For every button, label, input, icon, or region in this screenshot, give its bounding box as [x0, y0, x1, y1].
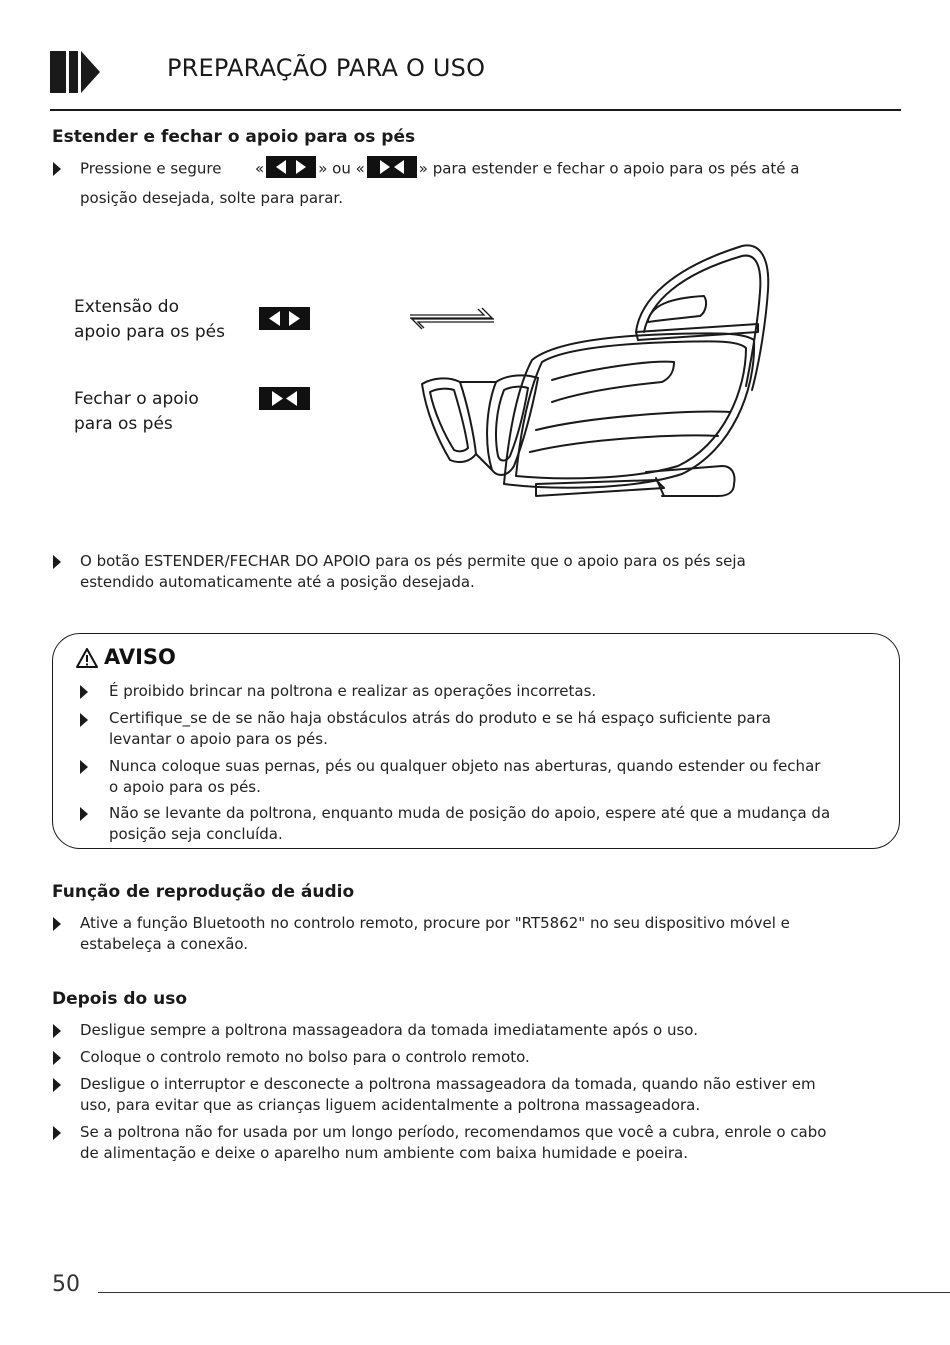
audio-instruction-line2: estabeleça a conexão.	[80, 935, 249, 953]
figure-label-close-line1: Fechar o apoio	[74, 389, 199, 409]
bullet-icon	[80, 713, 88, 727]
bullet-icon	[53, 555, 61, 569]
after-use-item-text: Desligue o interruptor e desconecte a poltrona massageadora da tomada, quando não estiver em	[80, 1075, 816, 1093]
section-heading-after-use: Depois do uso	[52, 989, 188, 1009]
bullet-icon	[80, 807, 88, 821]
bullet-icon	[80, 760, 88, 774]
after-use-item	[80, 1047, 530, 1068]
after-use-item-text: de alimentação e deixe o aparelho num ambiente com baixa humidade e poeira.	[80, 1144, 688, 1162]
bullet-icon	[53, 917, 61, 931]
figure-close-button-icon	[259, 387, 310, 410]
page-number: 50	[52, 1272, 80, 1297]
bullet-icon	[53, 1126, 61, 1140]
figure-label-close-line2: para os pés	[74, 414, 173, 434]
warning-item-text: Certifique_se de se não haja obstáculos atrás do produto e se há espaço suficiente para	[109, 709, 771, 727]
instruction-text-mid: » ou «	[318, 159, 365, 178]
warning-item	[109, 681, 596, 702]
audio-instruction	[80, 913, 790, 955]
after-use-item	[80, 1074, 816, 1116]
warning-title: AVISO	[104, 645, 176, 669]
bullet-icon	[53, 162, 61, 176]
footrest-instruction	[80, 158, 799, 180]
bullet-icon	[53, 1024, 61, 1038]
footer-divider	[98, 1292, 950, 1293]
after-use-item	[80, 1122, 826, 1164]
quote-open: «	[255, 159, 265, 178]
after-use-item-text: uso, para evitar que as crianças liguem acidentalmente a poltrona massageadora.	[80, 1096, 701, 1114]
warning-item-text: levantar o apoio para os pés.	[109, 730, 328, 748]
after-use-item-text: Desligue sempre a poltrona massageadora da tomada imediatamente após o uso.	[80, 1021, 698, 1039]
figure-label-extend-line1: Extensão do	[74, 297, 179, 317]
instruction-text-start: Pressione e segure	[80, 159, 222, 178]
section-heading-footrest: Estender e fechar o apoio para os pés	[52, 127, 416, 147]
after-use-item-text: Coloque o controlo remoto no bolso para o controlo remoto.	[80, 1048, 530, 1066]
after-use-item-text: Se a poltrona não for usada por um longo período, recomendamos que você a cubra, enrole o cabo	[80, 1123, 827, 1141]
close-button-icon	[367, 156, 417, 178]
warning-item-text: o apoio para os pés.	[109, 778, 261, 796]
footrest-note	[80, 551, 746, 593]
massage-chair-illustration	[412, 240, 774, 505]
figure-label-close	[74, 387, 199, 437]
warning-item-text: Nunca coloque suas pernas, pés ou qualquer objeto nas aberturas, quando estender ou fechar	[109, 757, 821, 775]
bullet-icon	[53, 1078, 61, 1092]
section-heading-audio: Função de reprodução de áudio	[52, 882, 355, 902]
page-title: PREPARAÇÃO PARA O USO	[167, 54, 486, 82]
audio-instruction-line1: Ative a função Bluetooth no controlo remoto, procure por "RT5862" no seu dispositivo móvel e	[80, 914, 790, 932]
section-marker-icon	[50, 51, 110, 93]
warning-item	[109, 756, 820, 798]
warning-item-text: É proibido brincar na poltrona e realizar as operações incorretas.	[109, 682, 597, 700]
footrest-note-line2: estendido automaticamente até a posição desejada.	[80, 573, 475, 591]
instruction-text-end: » para estender e fechar o apoio para os pés até a	[418, 159, 800, 178]
bullet-icon	[80, 685, 88, 699]
figure-label-extend-line2: apoio para os pés	[74, 322, 225, 342]
bullet-icon	[53, 1051, 61, 1065]
after-use-item	[80, 1020, 698, 1041]
extend-button-icon	[266, 156, 316, 178]
warning-item-text: posição seja concluída.	[109, 825, 283, 843]
warning-triangle-icon	[76, 648, 98, 668]
warning-item	[109, 803, 830, 845]
header-divider	[50, 109, 901, 111]
warning-item	[109, 708, 771, 750]
figure-label-extend	[74, 295, 225, 345]
footrest-note-line1: O botão ESTENDER/FECHAR DO APOIO para os pés permite que o apoio para os pés seja	[80, 552, 746, 570]
figure-extend-button-icon	[259, 307, 310, 330]
instruction-text-line2: posição desejada, solte para parar.	[80, 189, 343, 207]
warning-item-text: Não se levante da poltrona, enquanto muda de posição do apoio, espere até que a mudança da	[109, 804, 831, 822]
